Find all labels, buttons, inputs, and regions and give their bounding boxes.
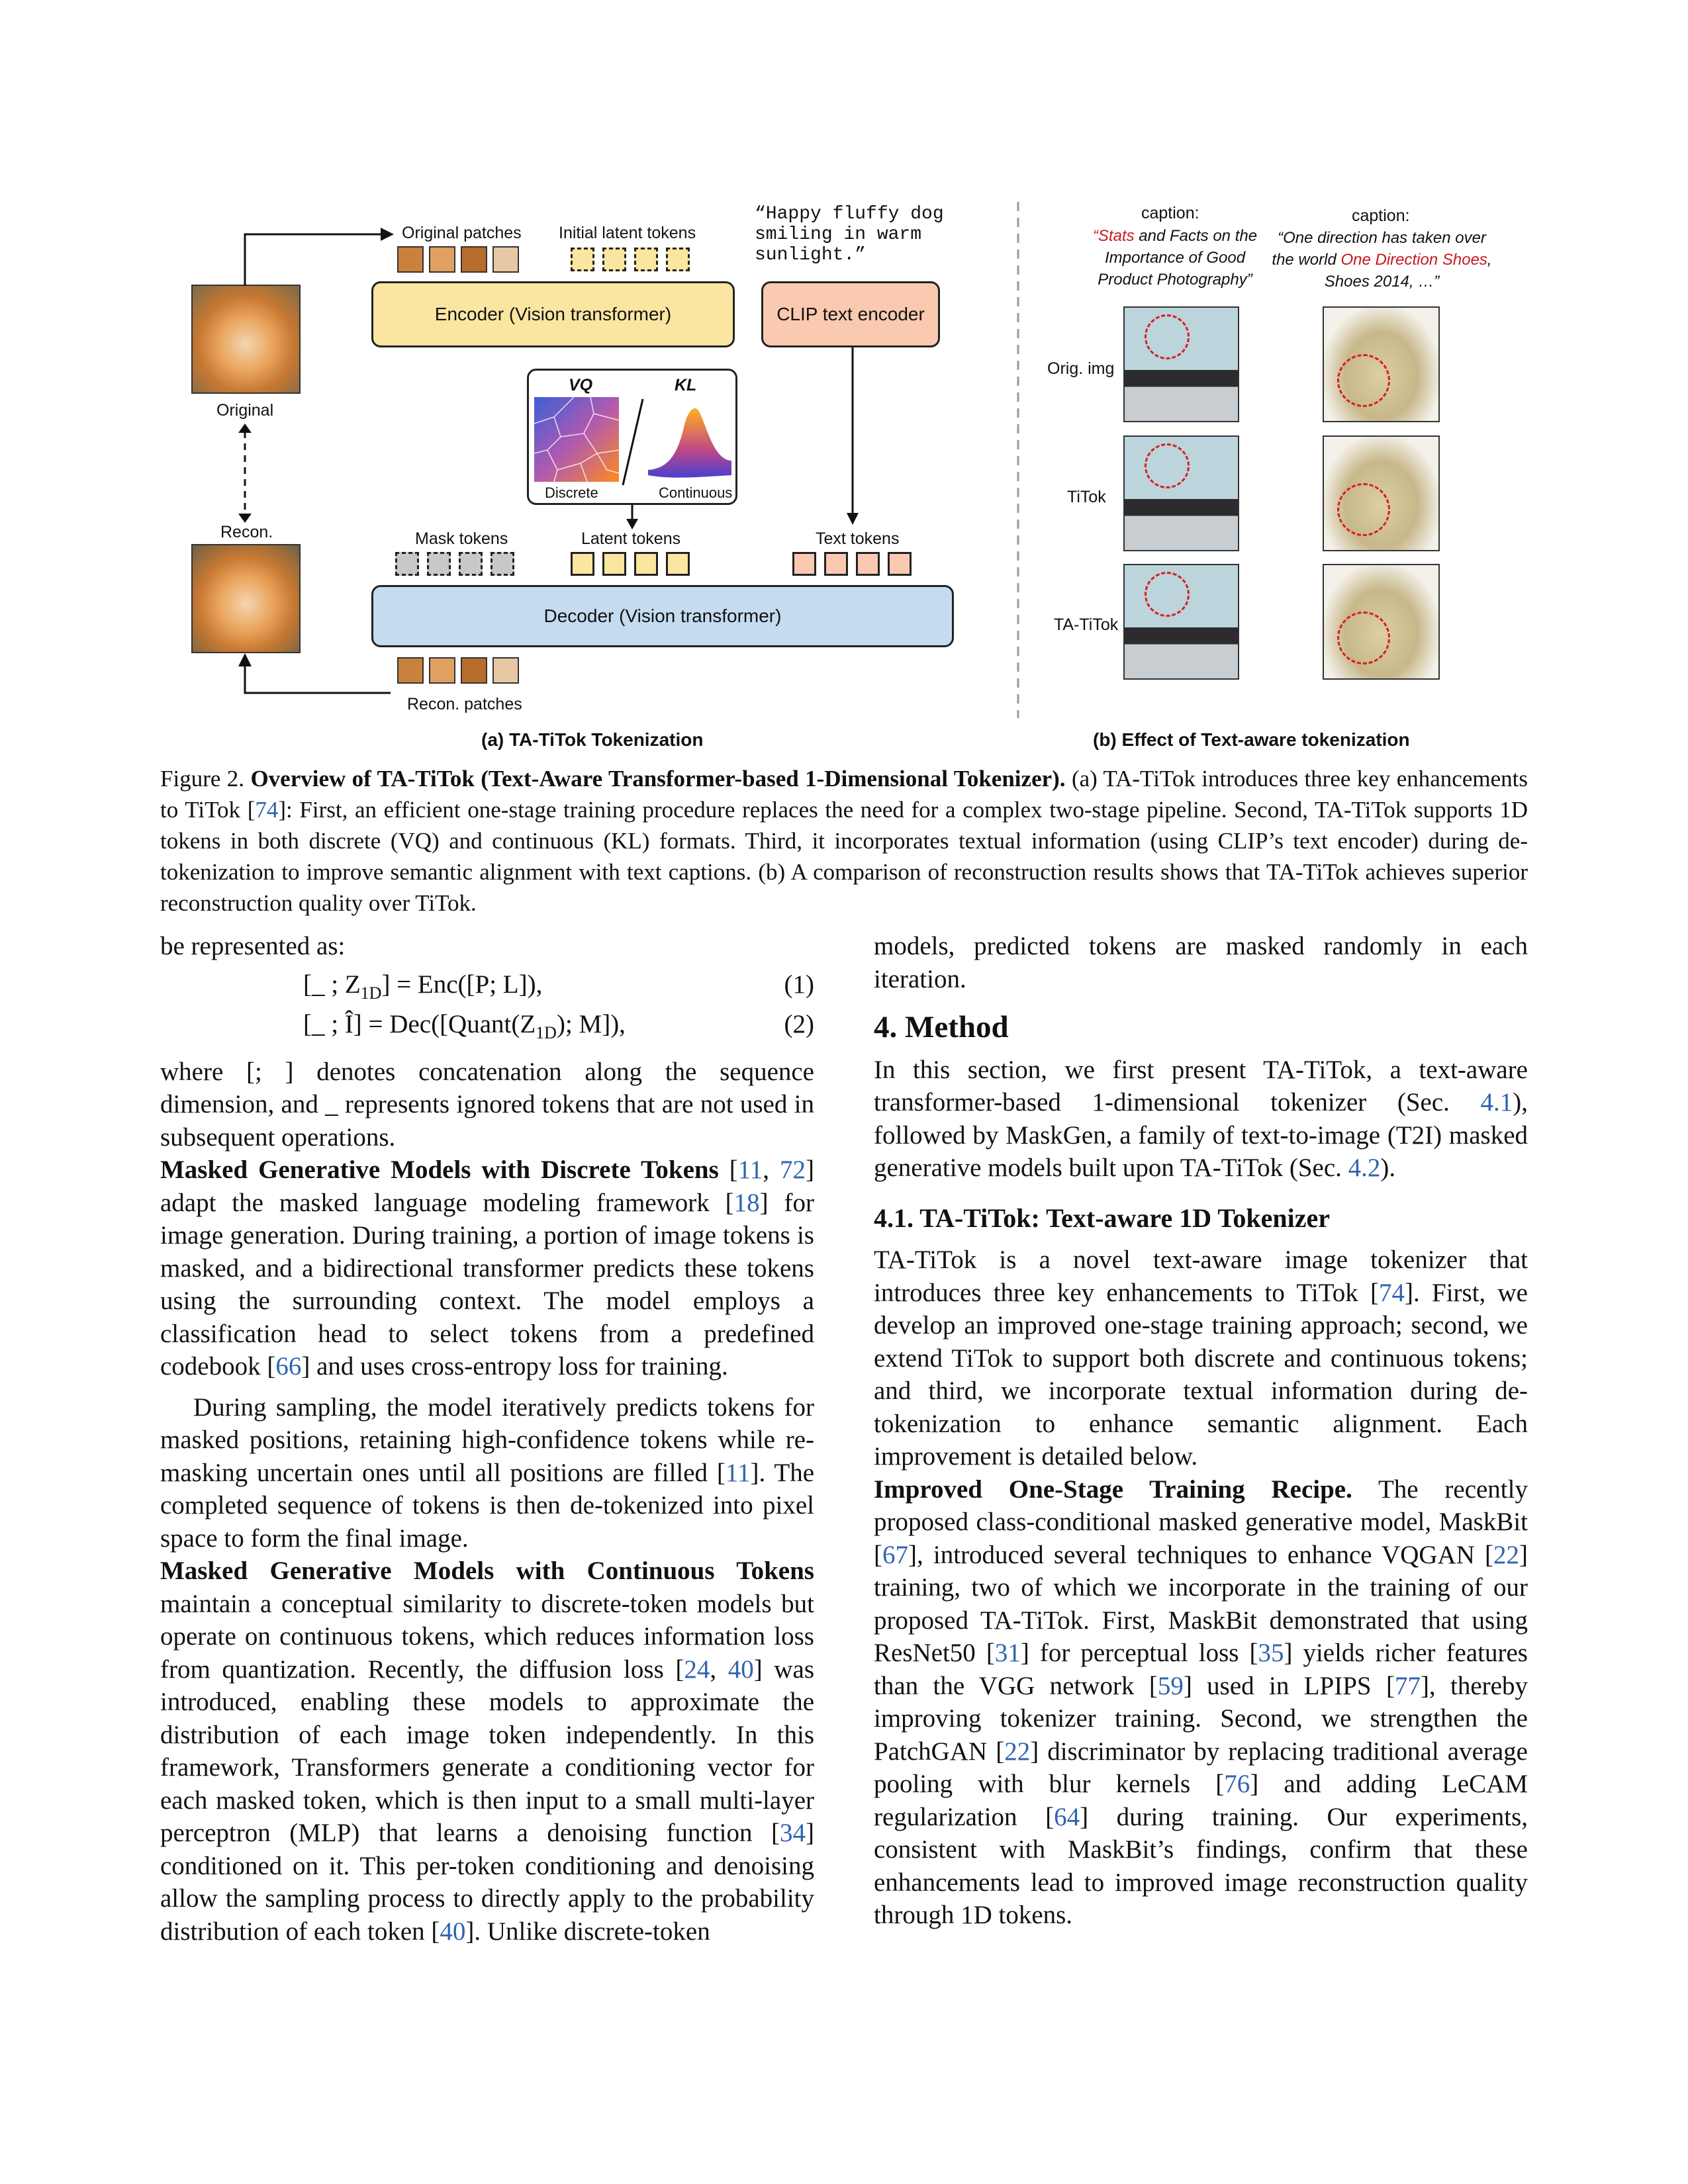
initial-latent-token — [634, 248, 658, 271]
mask-token — [427, 552, 451, 576]
continuous-label: Continuous — [659, 484, 733, 501]
shoe-orig-image — [1323, 306, 1440, 422]
text-token — [792, 552, 816, 576]
text-token — [856, 552, 880, 576]
caption-head-2: caption: — [1352, 206, 1410, 225]
caption-2-b: , Shoes 2014, …” — [1324, 251, 1492, 291]
recon-label: Recon. — [220, 523, 273, 541]
paragraph-method-intro: In this section, we first present TA-TiTok, a text-aware transformer-based 1-dimensional tokenizer (Sec. 4.1), followed by MaskGen, a family of text-to-image (T2I) masked generative models built upon TA-TiTok (Sec. 4.2). — [874, 1055, 1528, 1182]
initial-latent-token — [602, 248, 626, 271]
text-tokens-label: Text tokens — [816, 529, 900, 548]
latent-token — [602, 552, 626, 576]
recon-patches-label: Recon. patches — [407, 695, 522, 713]
caption-2-a: “One direction has taken over the world — [1272, 229, 1486, 269]
row-label-ta-titok: TA-TiTok — [1054, 615, 1119, 634]
caption-1 — [1086, 225, 1264, 291]
figure-caption — [160, 763, 1528, 919]
highlight-circle — [1145, 443, 1190, 488]
caption-1-rest: and Facts on the Importance of Good Product Photography” — [1098, 227, 1258, 289]
equation-2: [_ ; Î] = $Dec([Quant(Z_{1D})$; M]), — [303, 1009, 626, 1042]
laptop-ta-titok-image — [1123, 564, 1239, 680]
paragraph-discrete: Masked Generative Models with Discrete Tokens [11, 72] adapt the masked language modeling framework [18] for image generation. During training, a portion of image tokens is masked, and a bidirectional transformer predicts these tokens using the surrounding context. The model employs a classification head to select tokens from a predefined codebook [66] and uses cross-entropy loss for training. — [160, 1156, 814, 1381]
encoder-label: Encoder (Vision transformer) — [434, 304, 672, 324]
left-column — [160, 930, 814, 1948]
highlight-circle — [1337, 354, 1390, 407]
recon-patch-1 — [397, 657, 424, 684]
paragraph-continuation: models, predicted tokens are masked randomly in each iteration. — [874, 932, 1528, 993]
text-token — [888, 552, 912, 576]
decoder-label: Decoder (Vision transformer) — [543, 606, 782, 626]
row-label-orig: Orig. img — [1047, 359, 1115, 378]
recon-patch-2 — [429, 657, 455, 684]
arrow-clip-to-text-tokens — [845, 347, 861, 526]
section-heading: 4. Method — [874, 1010, 1009, 1044]
initial-latent-label: Initial latent tokens — [559, 224, 696, 242]
mask-token — [459, 552, 483, 576]
original-dog-image — [191, 285, 301, 394]
panel-b-subcaption: (b) Effect of Text-aware tokenization — [1093, 729, 1410, 750]
latent-token — [666, 552, 690, 576]
shoe-titok-image — [1323, 435, 1440, 551]
paragraph-ta-titok: TA-TiTok is a novel text-aware image tokenizer that introduces three key enhancements to TiTok [74]. First, we develop an improved one-stage training approach; second, we extend TiTok to support both discrete and continuous tokens; and third, we incorporate textual information during de-tokenization to enhance semantic alignment. Each improvement is detailed below. — [874, 1246, 1528, 1471]
patch-2 — [429, 246, 455, 273]
original-label: Original — [216, 401, 274, 420]
mask-tokens-label: Mask tokens — [415, 529, 508, 548]
clip-label: CLIP text encoder — [776, 304, 925, 324]
caption-prefix: Figure 2. — [160, 766, 245, 792]
slash-divider — [620, 396, 646, 488]
recon-patch-4 — [492, 657, 519, 684]
clip-text-encoder-box — [761, 281, 940, 347]
caption-head-1: caption: — [1141, 204, 1199, 222]
paragraph-concat: where [; ] denotes concatenation along the sequence dimension, and _ represents ignored tokens that are not used in subsequent operations. — [160, 1057, 814, 1152]
latent-tokens-label: Latent tokens — [581, 529, 681, 548]
caption-ref[interactable]: 74 — [255, 797, 279, 823]
decoder-box — [371, 585, 954, 647]
clip-quote: “Happy fluffy dog smiling in warm sunlight.” — [755, 204, 944, 265]
patch-3 — [461, 246, 487, 273]
discrete-label: Discrete — [545, 484, 598, 501]
vq-voronoi-graphic — [534, 397, 619, 482]
arrow-quantizer-to-latent — [624, 504, 640, 531]
text-token — [824, 552, 848, 576]
intro-line: be represented as: — [160, 932, 346, 960]
shoe-ta-titok-image — [1323, 564, 1440, 680]
original-patches-label: Original patches — [402, 224, 522, 242]
laptop-orig-image — [1123, 306, 1239, 422]
initial-latent-token — [571, 248, 594, 271]
highlight-circle — [1337, 483, 1390, 536]
latent-token — [634, 552, 658, 576]
laptop-titok-image — [1123, 435, 1239, 551]
equations — [160, 963, 814, 1042]
encoder-box — [371, 281, 735, 347]
vq-label: VQ — [569, 376, 593, 394]
caption-2-red: One Direction Shoes — [1340, 251, 1487, 269]
paragraph-continuous: Masked Generative Models with Continuous Tokens maintain a conceptual similarity to discrete-token models but operate on continuous tokens, which reduces information loss from quantization. Recently, the diffusion loss [24, 40] was introduced, enabling these models to approximate the distribution of each image token independently. In this framework, Transformers generate a conditioning vector for each masked token, which is then input to a small multi-layer perceptron (MLP) that learns a denoising function [34] conditioned on it. This per-token conditioning and denoising allow the sampling process to directly apply to the probability distribution of each token [40]. Unlike discrete-token — [160, 1557, 814, 1946]
mask-token — [395, 552, 419, 576]
equation-1: [_ ; $Z_{1D}] = Enc([P$; L]), — [303, 970, 543, 1003]
caption-text-1: (a) TA-TiTok introduces three key enhancements to TiTok [ — [160, 766, 1528, 823]
paragraph-training-recipe: Improved One-Stage Training Recipe. The recently proposed class-conditional masked generative model, MaskBit [67], introduced several techniques to enhance VQGAN [22] training, two of which we incorporate in the training of our proposed TA-TiTok. First, MaskBit demonstrated that using ResNet50 [31] for perceptual loss [35] yields richer features than the VGG network [59] used in LPIPS [77], thereby improving tokenizer training. Second, we strengthen the PatchGAN [22] discriminator by replacing traditional average pooling with blur kernels [76] and adding LeCAM regularization [64] during training. Our experiments, consistent with MaskBit’s findings, confirm that these enhancements lead to improved image reconstruction quality through 1D tokens. — [874, 1475, 1528, 1929]
mask-token — [491, 552, 514, 576]
patch-4 — [492, 246, 519, 273]
kl-label: KL — [675, 376, 697, 394]
caption-2 — [1268, 227, 1496, 293]
arrow-original-to-patches — [238, 225, 397, 288]
recon-dog-image — [191, 544, 301, 653]
panel-separator — [1016, 202, 1020, 718]
equation-2-number: (2) — [784, 1009, 814, 1038]
caption-title: Overview of TA-TiTok (Text-Aware Transformer-based 1-Dimensional Tokenizer). — [250, 766, 1066, 792]
highlight-circle — [1145, 572, 1190, 617]
paragraph-sampling: During sampling, the model iteratively predicts tokens for masked positions, retaining high-confidence tokens while re-masking uncertain ones until all positions are filled [11]. The completed sequence of tokens is then de-tokenized into pixel space to form the final image. — [160, 1392, 814, 1553]
kl-gaussian-graphic — [647, 397, 733, 482]
arrow-patches-to-recon — [238, 652, 397, 705]
row-label-titok: TiTok — [1067, 488, 1106, 506]
caption-1-red: “Stats — [1092, 227, 1135, 245]
latent-token — [571, 552, 594, 576]
caption-text-2: ]: First, an efficient one-stage training procedure replaces the need for a complex two-stage pipeline. Second, TA-TiTok supports 1D tokens in both discrete (VQ) and continuous (KL) formats. Third, it incorporates textual information (using CLIP’s text encoder) during de-tokenization to improve semantic alignment with text captions. (b) A comparison of reconstruction results shows that TA-TiTok achieves superior reconstruction quality over TiTok. — [160, 797, 1528, 916]
dashed-arrow — [235, 424, 255, 523]
initial-latent-token — [666, 248, 690, 271]
subsection-heading: 4.1. TA-TiTok: Text-aware 1D Tokenizer — [874, 1203, 1330, 1233]
quantizer-box — [527, 369, 737, 505]
highlight-circle — [1145, 314, 1190, 359]
highlight-circle — [1337, 612, 1390, 664]
right-column — [874, 930, 1528, 1932]
panel-a-subcaption: (a) TA-TiTok Tokenization — [481, 729, 704, 750]
patch-1 — [397, 246, 424, 273]
recon-patch-3 — [461, 657, 487, 684]
equation-1-number: (1) — [784, 970, 814, 999]
